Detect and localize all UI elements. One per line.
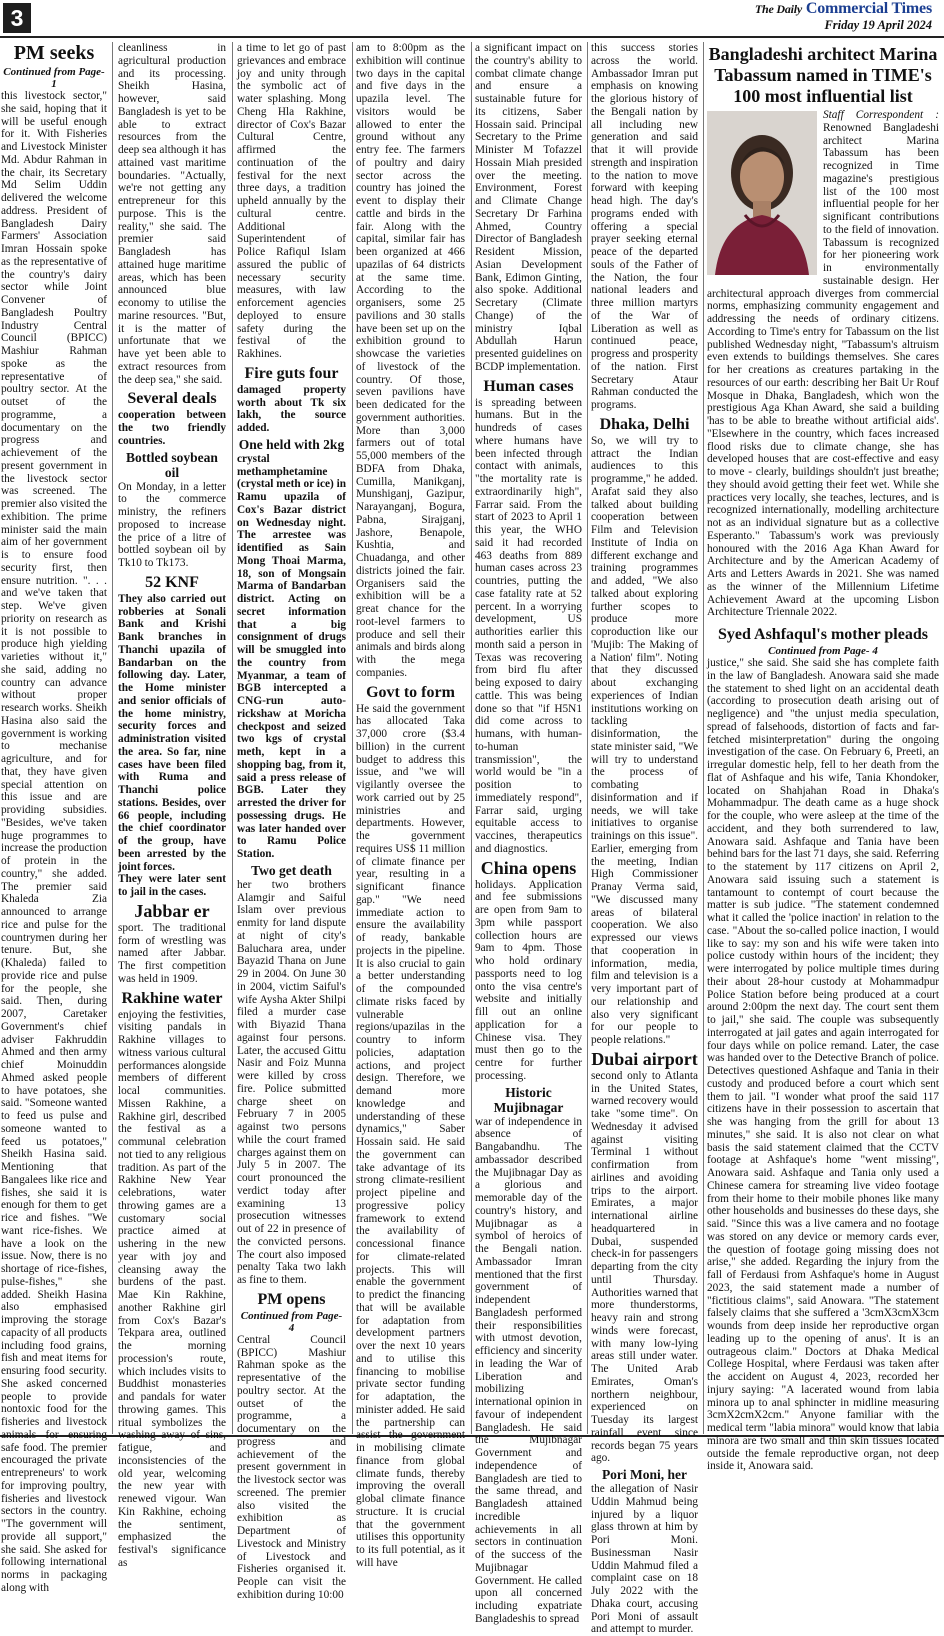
- story-headline: One held with 2kg: [238, 436, 345, 452]
- story-headline: Bottled soybean oil: [126, 449, 218, 480]
- column-1: [1, 42, 107, 1594]
- story-text: crystal methamphetamine (crystal meth or ice) in Ramu upazila of Cox's Bazar district on Wednesday night. The arrestee was identified as Sain Mong Thoai Marma, 18, son of Mongsain Marma of Bandarban district. Acting on secret information that a big consignment of drugs will be smuggled into the country from Myanmar, a team of BGB intercepted a CNG-run auto-rickshaw at Moricha checkpost and seized two kgs of crystal meth, kept in a shopping bag, from it, said a press release of BGB. Later they arrested the driver for possessing drugs. He was later handed over to Ramu Police Station.: [237, 452, 346, 860]
- story-text: cooperation between the two friendly countries.: [118, 409, 226, 447]
- story-text: is spreading between humans. But in the hundreds of cases where humans have been infected through contact with animals, "the mortality rate is extraordinarily high", Farrar said. From the start of 2023 to April 1 this year, the WHO said it had recorded 463 deaths from 889 human cases across 23 countries, putting the case fatality rate at 52 percent. In a worrying development, US authorities earlier this month said a person in Texas was recovering from bird flu after being exposed to dairy cattle. This was being done so that "if H5N1 did come across to humans, with human-to-human transmission", the world would be "in a position to immediately respond", Farrar said, urging equitable access to vaccines, therapeutics and diagnostics.: [475, 396, 582, 855]
- story-headline: Govt to form: [366, 683, 455, 701]
- column-2: [118, 42, 226, 1569]
- story-text: her two brothers Alamgir and Saiful Islam over previous enmity for land dispute at night of city's Baluchara area, under Bayazid Thana on June 29 in 2004. On June 30 in 2004, victim Saiful's wife Aysha Akter Shilpi filed a murder case with Biyazid Thana against four persons. Later, the accused Gittu Nasir and Foiz Munna were killed by cross fire. Police submitted charge sheet on February 7 in 2005 against two persons while the court framed charges against them on July 5 in 2007. The court pronounced the verdict today after examining 13 prosecution witnesses out of 22 in presence of the convicted persons. The court also imposed penalty Taka two lakh as fine to them.: [237, 878, 346, 1286]
- continuation-note: Continued from Page- 4: [240, 1309, 343, 1334]
- column-divider: [352, 42, 353, 1434]
- story-text: They also carried out robberies at Sonali Bank and Krishi Bank branches in Thanchi upazila of Bandarban on the following day. Later, the Home minister and senior officials of the home ministry, security forces and administration visited the area. So far, nine cases have been filed with Ruma and Thanchi police stations. Besides, over 66 people, including the chief coordinator of the group, have been arrested by the joint forces.: [118, 592, 226, 873]
- masthead-prefix: The Daily: [754, 2, 803, 16]
- story-headline: Dubai airport: [591, 1048, 698, 1069]
- story-text: am to 8:00pm as the exhibition will continue two days in the capital and five days in the upazila level. The visitors would be allowed to enter the ground without any entry fee. The farmers of poultry and dairy sector across the country has joined the event to display their cattle and birds in the fair. Along with the capital, similar fair has been organized at 466 upazilas of 64 districts at the same time. According to the organisers, some 25 pavilions and 30 stalls have been set up on the exhibition ground to showcase the varieties of livestock of the country. Of those, seven pavilions have been dedicated for the government authorities. More than 3,000 farmers out of total 55,000 members of the BDFA from Dhaka, Cumilla, Manikganj, Munshiganj, Gazipur, Narayanganj, Bogura, Pabna, Sirajganj, Jashore, Benapole, Kushtia, and Chuadanga, and other districts joined the fair. Organisers said the exhibition will be a great chance for the root-level farmers to produce and sell their animals and birds along with the mega companies.: [356, 42, 465, 679]
- story-headline: Fire guts four: [244, 364, 339, 382]
- column-3: [237, 42, 346, 1601]
- story-headline: Rakhine water: [121, 989, 223, 1007]
- story-text: They were later sent to jail in the cases.: [118, 873, 226, 898]
- story-headline: Dhaka, Delhi: [599, 415, 690, 433]
- masthead: [755, 1, 932, 17]
- story-body: Renowned Bangladeshi architect Marina Tabassum has been recognized in Time magazine's prestigious list of the 100 most influential people for her significant contributions to the field of innovation. Tabassum is recognized for her pioneering work in environmentally sustainable design. Her architectural approach diverges from commercial norms, emphasizing community engagement and addressing the needs of ordinary citizens. According to Time's entry for Tabassum on the list published Wednesday night, "Tabassum's altruism even extends to buildings themselves. She cares for her creations as creatures partaking in the resources of our earth: describing her Bait Ur Rouf Mosque in Dhaka, Bangladesh, which won the prestigious Aga Khan Award, she said a building 'has to be able to breathe without artificial aids'. "Elsewhere in the country, which faces increased flood risks due to climate change, she has developed houses that are cost-effective and easy to move - clearly, buildings shouldn't just breathe; they should avoid getting their feet wet. While she practices very locally, she teaches, lectures, and is recognized internationally, modelling architecture not as an individual signature but as a collective Esperanto." Tabassum's work was previously honoured with the 2016 Aga Khan Award for Architecture and by the American Academy of Arts and Letters Awards in 2021. She was named as the winner of the Millennium Lifetime Achievement Award at the upcoming Lisbon Architecture Triennale 2022.: [707, 121, 939, 619]
- story-text: damaged property worth about Tk six lakh, the source added.: [237, 383, 346, 434]
- story-headline: Jabbar er: [134, 900, 210, 921]
- column-5: [475, 42, 582, 1625]
- story-headline: Bangladeshi architect Marina Tabassum named in TIME's 100 most influential list: [708, 44, 938, 106]
- story-text: a time to let go of past grievances and embrace joy and unity through the symbolic act of water splashing. Mong Cheng Hla Rakhine, director of Cox's Bazar Cultural Centre, affirmed the continuation of the festival for the next three days, a tradition upheld annually by the cultural centre. Additional Superintendent of Police Rafiqul Islam assured the public of necessary security measures, with law enforcement agencies deployed to ensure safety during the festival of the Rakhines.: [237, 42, 346, 360]
- column-7: [707, 42, 939, 1473]
- story-text: holidays. Application and fee submissions are open from 9am to 3pm while passport collection hours are 9am to 4pm. Those who hold ordinary passports need to log onto the visa centre's website and initially fill out an online application for a Chinese visa. They must then go to the centre for further processing.: [475, 878, 582, 1082]
- column-6: [591, 42, 698, 1636]
- story-headline: China opens: [480, 857, 577, 878]
- story-text: enjoying the festivities, visiting pandals in Rakhine villages to witness various cultural performances alongside members of different local communities. Missen Rakhine, a Rakhine girl, described the festival as a communal celebration not tied to any religious tradition. As part of the Rakhine New Year celebrations, water throwing games are a customary social practice aimed at ushering in the new year with joy and cleansing away the burdens of the past. Mae Kin Rakhine, another Rakhine girl from Cox's Bazar's Tekpara area, outlined the morning procession's route, which includes visits to Buddhist monasteries and pandals for water throwing games. This ritual symbolizes the washing away of sins, fatigue, and inconsistencies of the old year, welcoming the new year with renewed vigour. Wan Kin Rakhine, echoing the sentiment, emphasized the festival's significance as: [118, 1008, 226, 1569]
- story-headline: Two get death: [251, 862, 332, 878]
- story-text: justice," she said. She said she has complete faith in the law of Bangladesh. Anowara said she made the statement to shed light on an accidental death (according to prosecution death arising out of negligence) and "the unjust media speculation, spread of falsehoods, distortion of facts and far-fetched misinterpretation" during the ongoing investigation of the case. On February 6, Preeti, an irregular domestic help, fell to her death from the flat of Ashfaque and his wife, Tania Khondoker, located on Shahjahan Road in Dhaka's Mohammadpur. The death came as a huge shock for the couple, who were asleep at the time of the accident, and they both surrendered to law, Anowara said. Ashfaque and Tania have been behind bars for the last 71 days, she said. Referring to the statement by 117 citizens on April 2, Anowara said issuing such a statement is tantamount to contempt of court because the matter is sub judice. "The statement condemned what it called the 'police inaction' in relation to the case. "About the so-called police inaction, I would like to say: my son and his wife were taken into police custody within hours of the incident; they were interrogated by police multiple times during their about 28-hour custody at Mohammadpur Police Station before being produced at a court around 2:00pm the next day. The court sent them to jail," she said. The couple was subsequently interrogated at jail gates and again interrogated for four days while on police remand. Later, the case was handed over to the Detective Branch of police. Detectives questioned Ashfaque and Tania in their custody and produced before a court which sent them to jail. "I wonder what proof the said 117 citizens have in their possession to ascertain that she was hanging from the grill for about 13 minutes," she said. It is also not clear on what basis the said statement claimed that the CCTV footage at Ashfaque's home "went missing", Anowara said. Ashfaque and Tania only used a Chinese camera for streaming live video footage from their home to their mobile phones like many other households and businesses do these days, she said. "Since this was a live camera and no footage was stored on any device or memory cards ever, the question of footage going missing does not arise," she added. Regarding the injury from the fall of Ferdausi from Ashfaque's home in August 2023, the said statement made a number of "fictitious claims", said Anowara. "The statement falsely claims that she suffered a '3cmX3cmX3cm wounds from deep inside her reproductive organ leading up to the opening of anus'. It is an outrageous claim." Doctors at Dhaka Medical College Hospital, where Ferdausi was taken after the accident on August 4, 2023, recorded her injury saying: "A lacerated wound from labia minora up to anal sphincter in midline measuring 3cmX2cmX2cm." Anyone familiar with the medical term "labia minora" would know that labia minora are two small and thin skin tissues located outside the female reproductive organ, not deep inside it, Anowara said.: [707, 657, 939, 1473]
- story-text: sport. The traditional form of wrestling was named after Jabbar. The first competition was held in 1909.: [118, 921, 226, 985]
- byline: Staff Correspondent :: [823, 109, 939, 121]
- story-headline: 52 KNF: [145, 573, 199, 591]
- column-divider: [232, 42, 233, 1434]
- story-text: second only to Atlanta in the United States, warned recovery would take "some time". On Wednesday it advised against visiting Terminal 1 without confirmation from airlines and avoiding trips to the airport. Emirates, a major international airline headquartered in Dubai, suspended check-in for passengers departing from the city until Thursday. Authorities warned that more thunderstorms, heavy rain and strong winds were forecast, with many low-lying areas still under water. The United Arab Emirates, Oman's northern neighbour, experienced on Tuesday its largest rainfall event since records began 75 years ago.: [591, 1069, 698, 1465]
- story-headline: Syed Ashfaqul's mother pleads: [718, 626, 928, 643]
- story-headline: Several deals: [127, 390, 217, 408]
- column-divider: [112, 42, 113, 1434]
- story-text: He said the government has allocated Taka 37,000 crore ($3.4 billion) in the current budget to address this issue, and "we will vigilantly oversee the work carried out by 25 ministries and departments. However, the government requires US$ 11 million of climate finance per year, resulting in a significant finance gap." "We need immediate action to ensure the availability of ready, bankable projects in the pipeline. It is also crucial to gain a better understanding of the compounded climate risks faced by vulnerable regions/upazilas in the country to inform policies, adaptation actions, and project design. Therefore, we demand more knowledge and understanding of these dynamics," Saber Hossain said. He said the government can take advantage of its strong climate-resilient project pipeline and progressive policy framework to extend the availability of concessional finance for climate-related projects. This will enable the government to predict the financing that will be available for adaptation from development partners over the next 10 years and to utilise this financing to mobilise private sector funding for adaptation, the minister added. He said the partnership can assist the government in mobilising climate finance from global climate funds, thereby improving the overall global climate finance structure. It is crucial that the government utilises this opportunity to its full potential, as it will have: [356, 702, 465, 1569]
- continuation-note: Continued from Page-1: [3, 66, 105, 90]
- story-headline: Historic Mujibnagar: [493, 1084, 564, 1115]
- portrait-photo: [707, 111, 817, 275]
- story-text: On Monday, in a letter to the commerce ministry, the refiners proposed to increase the price of a litre of bottled soybean oil by Tk10 to Tk173.: [118, 480, 226, 569]
- story-text: a significant impact on the country's ability to combat climate change and ensure a sustainable future for its citizens, Saber Hossain said. Principal Secretary to the Prime Minister M Tofazzel Hossain Miah presided over the meeting. Environment, Forest and Climate Change Secretary Dr Farhina Ahmed, Country Director of Bangladesh Resident Mission, Asian Development Bank, Edimon Ginting, also spoke. Additional Secretary (Climate Change) of the ministry Iqbal Abdullah Harun presented guidelines on BCDP implementation.: [475, 42, 582, 373]
- story-headline: PM opens: [257, 1290, 326, 1308]
- story-headline: PM seeks: [13, 42, 95, 64]
- story-text: cleanliness in agricultural production and its processing. Sheikh Hasina, however, said Bangladesh is yet to be able to extract resources from the deep sea although it has attained vast maritime boundaries. "Actually, we're not getting any entrepreneur for this purpose. This is the reality," she said. The premier said Bangladesh has attained huge maritime areas, which has been announced blue economy to utilise the marine resources. "But, it is the matter of unfortunate that we have yet been able to extract resources from the deep sea," she said.: [118, 42, 226, 386]
- story-headline: Human cases: [483, 377, 574, 395]
- story-text: So, we will try to attract the Indian audiences to this programme," he added. Arafat said they also talked about building cooperation between Film and Television Institute of India on different exchange and training programmes and added, "We also talked about exploring further scopes to produce more coproduction like our 'Mujib: The Making of a Nation' film". Noting that they discussed about exchanging experiences of Indian institutions working on tackling disinformation, the state minister said, "We will try to understand the process of combating disinformation and if needs, we will take initiatives to organise trainings on this issue". Earlier, emerging from the meeting, Indian High Commissioner Pranay Verma said, "We discussed many areas of bilateral cooperation. We also expressed our views that cooperation in information, media, film and television is a very important part of our relationship and also very significant for our people to people relations.": [591, 434, 698, 1046]
- top-rule: [0, 36, 944, 38]
- story-text: this success stories across the world. Ambassador Imran put emphasis on knowing the glorious history of the Bengali nation by all including new generation and said that it will provide strength and inspiration to the nation to move forward with keeping head high. The day's programs ended with offering a special prayer seeking eternal peace of the departed souls of the Father of the Nation, the four national leaders and three million martyrs of the War of Liberation as well as continued peace, progress and prosperity of the nation. First Secretary Ataur Rahman conducted the programs.: [591, 42, 698, 411]
- page-number: 3: [3, 3, 31, 33]
- column-4: [356, 42, 465, 1569]
- column-divider: [471, 42, 472, 1434]
- story-text: Central Council (BPICC) Mashiur Rahman spoke as the representative of the poultry sector. At the outset of the programme, a documentary on the progress and achievement of the present government in the livestock sector was screened. The premier also visited the exhibition as Department of Livestock and Ministry of Livestock and Fisheries organised it. People can visit the exhibition during 10:00: [237, 1333, 346, 1601]
- story-headline: Pori Moni, her: [601, 1467, 688, 1482]
- column-divider: [587, 42, 588, 1434]
- masthead-name: Commercial Times: [805, 0, 932, 17]
- continuation-note: Continued from Page- 4: [768, 645, 878, 657]
- story-text: the allegation of Nasir Uddin Mahmud being injured by a liquor glass thrown at him by Pori Moni. Businessman Nasir Uddin Mahmud filed a complaint case on 18 July 2022 with the Dhaka court, accusing Pori Moni of assault and attempt to murder.: [591, 1483, 698, 1636]
- page-body: [0, 42, 944, 1636]
- column-divider: [703, 42, 704, 1434]
- story-text: this livestock sector," she said, hoping that it will be useful enough for it. With Fisheries and Livestock Minister Md. Abdur Rahman in the chair, its Secretary Md Selim Uddin delivered the welcome address. President of Bangladesh Dairy Farmers' Association Imran Hossain spoke as the representative of the country's dairy sector while Joint Convener of Bangladesh Poultry Industry Central Council (BPICC) Mashiur Rahman spoke as the representative of poultry sector. At the outset of the programme, a documentary on the progress and achievement of the present government in the livestock sector was screened. The premier also visited the exhibition. The prime minister said the main aim of her government is to ensure food security first, then ensure nutrition. ". . . and we've taken that step. We've given priority on research as it is not possible to produce high yielding varieties without it," she said, adding no country can advance without proper research works. Sheikh Hasina also said the government is working to mechanise agriculture, and for that, they have given special attention on this issue and are providing subsidies. "Besides, we've taken huge programmes to increase the production of protein in the country," she added. The premier said Khaleda Zia announced to arrange rice and pulse for the countrymen during her tenure. But, she (Khaleda) failed to provide rice and pulse for the people, she said. Then, during 2007, Caretaker Government's chief adviser Fakhruddin Ahmed and then army chief Moinuddin Ahmed asked people to have potatoes, she said. "Someone wanted to feed us pulse and someone wanted to feed us potatoes," Sheikh Hasina said. Mentioning that Bangalees like rice and fishes, she said it is enough for them to get rice and fishes. "We want rice-fishes. We have a look on the issue. Now, there is no shortage of rice-fishes, pulse-fishes," she added. Sheikh Hasina also emphasised improving the storage capacity of all products including food grains, fish and meat items for ensuring food security. She asked concerned people to provide nontoxic food for the fisheries and livestock animals for ensuring safe food. The premier encouraged the private entrepreneurs' to work for improving poultry, fisheries and livestock sectors in the country. "The government will provide all support," she said. She asked for following international norms in packaging along with: [1, 90, 107, 1594]
- issue-date: Friday 19 April 2024: [824, 18, 932, 32]
- story-text: war of independence in absence of Bangabandhu. The ambassador described the Mujibnagar Day as a glorious and memorable day of the country's history, and Mujibnagar as a symbol of heroics of the Bengali nation. Ambassador Imran mentioned that the first government of independent Bangladesh performed their responsibilities with utmost devotion, efficiency and sincerity in leading the War of Liberation and mobilizing international opinion in favour of independent Bangladesh. He said the Mujibnagar Government and independence of Bangladesh are tied to the same thread, and Bangladesh attained incredible achievements in all sectors in continuation of the success of the Mujibnagar Government. He called upon all concerned including expatriate Bangladeshis to spread: [475, 1115, 582, 1625]
- portrait-image: [707, 111, 817, 275]
